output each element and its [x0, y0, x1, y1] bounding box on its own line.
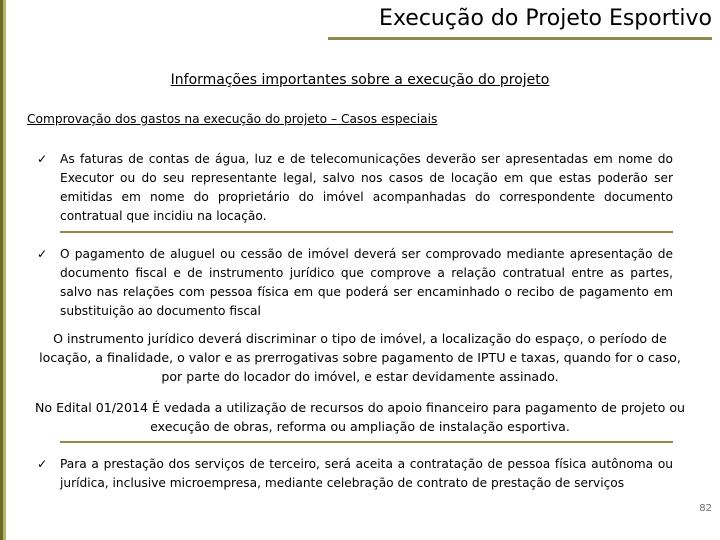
separator-line [60, 441, 673, 443]
page-title: Execução do Projeto Esportivo [379, 6, 712, 31]
bullet-item-services [37, 455, 673, 493]
bullet-text: Para a prestação dos serviços de terceiro, será aceita a contratação de pessoa física autônoma ou jurídica, inclusive microempresa, mediante celebração de contrato de prestação de serviços [60, 457, 673, 490]
check-icon: ✓ [37, 152, 48, 166]
separator-line [60, 231, 673, 233]
subtitle: Informações importantes sobre a execução do projeto [170, 72, 550, 88]
paragraph-instrument: O instrumento jurídico deverá discriminar o tipo de imóvel, a localização do espaço, o período de locação, a finalidade, o valor e as prerrogativas sobre pagamento de IPTU e taxas, quando for o caso, por parte do locador do imóvel, e estar devidamente assinado. [39, 331, 681, 384]
check-icon: ✓ [37, 457, 48, 471]
check-icon: ✓ [37, 247, 48, 261]
bullet-text: As faturas de contas de água, luz e de telecomunicações deverão ser apresentadas em nome do Executor ou do seu representante legal, salvo nos casos de locação em que estas poderão ser emitidas em nome do proprietário do imóvel acompanhadas do correspondente documento contratual que incidiu na locação. [60, 152, 673, 223]
title-underline [328, 37, 712, 40]
bullet-item-utilities [37, 150, 673, 226]
section-heading: Comprovação dos gastos na execução do projeto – Casos especiais [27, 112, 438, 126]
paragraph-edital: No Edital 01/2014 É vedada a utilização de recursos do apoio financeiro para pagamento de projeto ou execução de obras, reforma ou ampliação de instalação esportiva. [34, 400, 686, 434]
bullet-text: O pagamento de aluguel ou cessão de imóvel deverá ser comprovado mediante apresentação de documento fiscal e de instrumento jurídico que comprove a relação contratual entre as partes, salvo nas relações com pessoa física em que poderá ser encaminhado o recibo de pagamento em substituição ao documento fiscal [60, 247, 673, 318]
page-number: 82 [699, 503, 712, 514]
bullet-item-rent [37, 245, 673, 321]
